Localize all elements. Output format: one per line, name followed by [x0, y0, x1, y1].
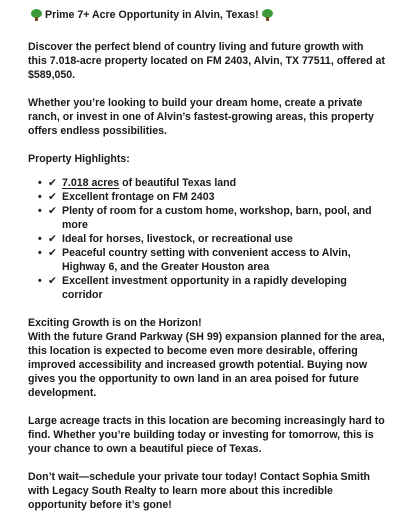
highlight-text: Plenty of room for a custom home, workshop, barn, pool, and more [62, 205, 372, 231]
acreage-link[interactable]: 7.018 acres [62, 177, 120, 189]
check-icon: ✔ [48, 177, 57, 189]
intro-paragraph: Discover the perfect blend of country living and future growth with this 7.018-acre property located on FM 2403, Alvin, TX 77511, offered at $589,050. [28, 41, 385, 81]
highlights-list [28, 176, 385, 302]
list-item [38, 246, 385, 274]
highlight-text: Peaceful country setting with convenient access to Alvin, Highway 6, and the Greater Houston area [62, 247, 351, 273]
possibilities-paragraph: Whether you’re looking to build your dream home, create a private ranch, or invest in one of Alvin’s fastest-growing areas, this property offers endless possibilities. [28, 97, 374, 137]
listing-title [28, 8, 385, 22]
highlight-text: 7.018 acres of beautiful Texas land [62, 177, 237, 189]
tree-icon [31, 9, 42, 21]
bullet: • [38, 247, 42, 259]
list-item [38, 274, 385, 302]
growth-paragraph: With the future Grand Parkway (SH 99) expansion planned for the area, this location is expected to become even more desirable, offering improved accessibility and increased growth potential. Buying now gives you the opportunity to own land in an area poised for future development. [28, 331, 385, 399]
list-item [38, 190, 385, 204]
list-item [38, 232, 385, 246]
growth-heading: Exciting Growth is on the Horizon! [28, 317, 202, 329]
highlight-text: Excellent frontage on FM 2403 [62, 191, 215, 203]
highlights-heading: Property Highlights: [28, 153, 130, 165]
bullet: • [38, 191, 42, 203]
check-icon: ✔ [48, 233, 57, 245]
check-icon: ✔ [48, 275, 57, 287]
check-icon: ✔ [48, 191, 57, 203]
list-item [38, 176, 385, 190]
highlight-text: Ideal for horses, livestock, or recreational use [62, 233, 293, 245]
listing-title-text: Prime 7+ Acre Opportunity in Alvin, Texas! [45, 9, 259, 21]
highlight-text: Excellent investment opportunity in a rapidly developing corridor [62, 275, 347, 301]
tree-icon [262, 9, 273, 21]
bullet: • [38, 275, 42, 287]
check-icon: ✔ [48, 205, 57, 217]
closing-paragraph: Don’t wait—schedule your private tour today! Contact Sophia Smith with Legacy South Realty to learn more about this incredible opportunity before it’s gone! [28, 471, 370, 511]
acreage-paragraph: Large acreage tracts in this location are becoming increasingly hard to find. Whether you’re building today or investing for tomorrow, this is your chance to own a beautiful piece of Texas. [28, 415, 385, 455]
bullet: • [38, 177, 42, 189]
list-item [38, 204, 385, 232]
bullet: • [38, 233, 42, 245]
bullet: • [38, 205, 42, 217]
check-icon: ✔ [48, 247, 57, 259]
